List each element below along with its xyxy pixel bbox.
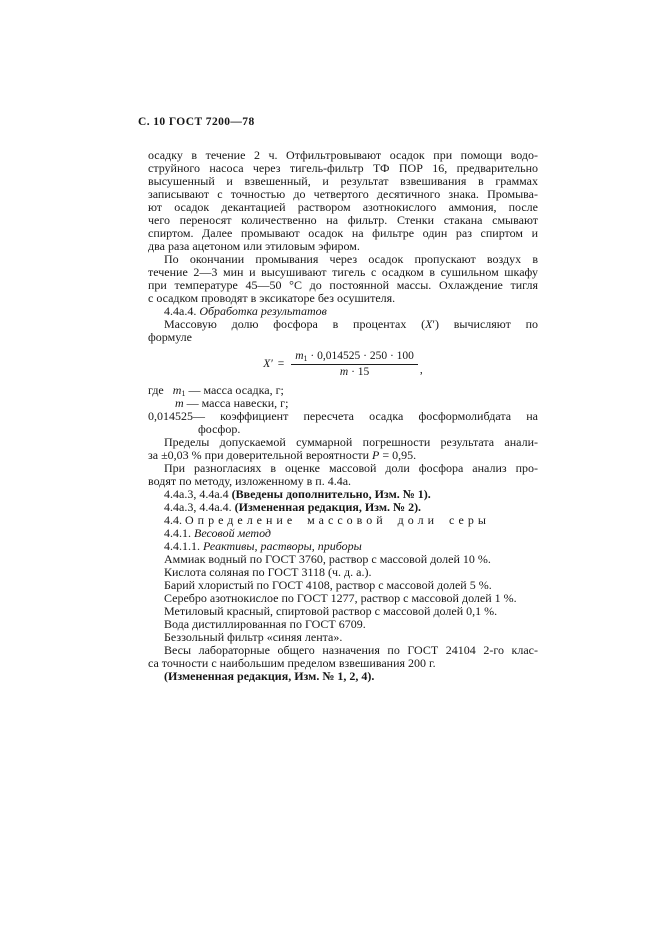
paragraph-formula-intro [148, 318, 538, 344]
numerator-variable: m [295, 350, 304, 362]
text-segment: 4.4.1.1. [164, 540, 203, 553]
text-segment: течение 2—3 мин и высушивают тигель с осадком в сушильном шкафу [148, 266, 538, 279]
text-line [148, 631, 538, 644]
text-segment: 4.4. [164, 514, 185, 527]
text-line [148, 214, 538, 227]
text-segment: 1 [181, 389, 186, 397]
text-line [148, 605, 538, 618]
text-segment: Вода дистиллированная по ГОСТ 6709. [164, 618, 366, 631]
text-segment: Аммиак водный по ГОСТ 3760, раствор с массовой долей 10 %. [164, 553, 491, 566]
text-line [148, 253, 538, 266]
text-segment: Кислота соляная по ГОСТ 3118 (ч. д. а.). [164, 566, 372, 579]
text-line [148, 305, 538, 318]
text-segment: — масса навески, г; [183, 397, 289, 410]
text-segment: при температуре 45—50 °С до постоянной массы. Охлаждение тигля [148, 279, 538, 292]
text-segment: высушенный и взвешенный, и результат взвешивания в граммах [148, 175, 538, 188]
paragraph-disagreement [148, 462, 538, 488]
text-line [148, 579, 538, 592]
text-line [148, 501, 538, 514]
text-line [148, 318, 538, 331]
paragraph-error-limits [148, 436, 538, 462]
heading-4-4-1-1 [148, 540, 538, 553]
text-segment: струйного насоса через тигель-фильтр ТФ ПОР 16, предварительно [148, 162, 538, 175]
text-line [148, 227, 538, 240]
text-line [148, 423, 538, 436]
text-segment: Беззольный фильтр «синяя лента». [164, 631, 343, 644]
text-segment: с осадком проводят в эксикаторе без осушителя. [148, 292, 396, 305]
paragraph-drying [148, 253, 538, 305]
text-line [148, 449, 538, 462]
text-segment: ют осадок декантацией раствором азотнокислого аммония, после [148, 201, 538, 214]
text-line [148, 384, 538, 397]
text-line [148, 540, 538, 553]
document-content [148, 149, 538, 683]
numerator-subscript: 1 [303, 354, 308, 363]
text-line [148, 201, 538, 214]
text-segment: = 0,95. [379, 449, 417, 462]
heading-4-4-1 [148, 527, 538, 540]
text-segment: 4.4а.3, 4.4а.4. [164, 501, 235, 514]
text-segment: спиртом. Далее промывают осадок на фильтре один раз спиртом и [148, 227, 538, 240]
text-segment: (Введены дополнительно, Изм. № 1). [231, 488, 431, 501]
text-segment: — масса осадка, г; [185, 384, 284, 397]
text-segment: Обработка результатов [199, 305, 327, 318]
text-segment: Реактивы, растворы, приборы [203, 540, 362, 553]
amendment-notes [148, 488, 538, 514]
text-line [148, 618, 538, 631]
paragraph-filtering [148, 149, 538, 253]
text-segment: Серебро азотнокислое по ГОСТ 1277, раствор с массовой долей 1 %. [164, 592, 517, 605]
text-line [148, 514, 538, 527]
text-line [148, 397, 538, 410]
text-segment: X [425, 318, 433, 331]
fraction-numerator [291, 350, 418, 364]
text-line [148, 657, 538, 670]
text-segment: 4.4а.4. [164, 305, 200, 318]
text-segment: чего переносят количественно на фильтр. Стенки стакана смывают [148, 214, 538, 227]
text-line [148, 670, 538, 683]
text-segment: ′) вычисляют по [432, 318, 538, 331]
numerator-constants: · 0,014525 · 250 · 100 [307, 350, 414, 362]
text-segment [148, 397, 175, 410]
reagents-list [148, 553, 538, 644]
definitions-terms [148, 384, 538, 410]
text-segment: Весы лабораторные общего назначения по ГОСТ 24104 2-го клас- [164, 644, 538, 657]
text-segment: водят по методу, изложенному в п. 4.4а. [148, 475, 352, 488]
paragraph-scales [148, 644, 538, 670]
text-segment: 4.4а.3, 4.4а.4 [164, 488, 232, 501]
heading-4-4a-4 [148, 305, 538, 318]
text-segment: Определение массовой доли серы [185, 514, 490, 527]
fraction [291, 350, 418, 378]
text-line [148, 188, 538, 201]
text-segment: два раза ацетоном или этиловым эфиром. [148, 240, 360, 253]
text-segment: фосфор. [198, 423, 241, 436]
text-segment: формуле [148, 331, 192, 344]
text-line [148, 331, 538, 344]
text-segment: 0,014525— коэффициент пересчета осадка фосформолибдата на [148, 410, 538, 423]
text-line [148, 644, 538, 657]
text-line [148, 592, 538, 605]
text-line [148, 149, 538, 162]
denominator-variable: m [339, 366, 349, 378]
text-segment: 4.4.1. [164, 527, 194, 540]
text-segment: Массовую долю фосфора в процентах ( [164, 318, 426, 331]
text-line [148, 475, 538, 488]
text-line [148, 566, 538, 579]
text-line [148, 292, 538, 305]
heading-4-4-sulfur [148, 514, 538, 527]
fraction-denominator [291, 364, 418, 378]
formula-comma: , [419, 364, 423, 376]
text-segment: Барий хлористый по ГОСТ 4108, раствор с массовой долей 5 %. [164, 579, 492, 592]
text-segment: Весовой метод [194, 527, 271, 540]
text-line [148, 488, 538, 501]
text-segment: При разногласиях в оценке массовой доли фосфора анализ про- [164, 462, 538, 475]
text-segment: m [175, 397, 184, 410]
text-segment: са точности с наибольшим пределом взвешивания 200 г. [148, 657, 436, 670]
text-line [148, 240, 538, 253]
definition-coefficient-wrap [148, 423, 538, 436]
definition-coefficient [148, 410, 538, 423]
text-segment: (Измененная редакция, Изм. № 1, 2, 4). [164, 670, 375, 683]
text-segment: Метиловый красный, спиртовой раствор с массовой долей 0,1 %. [164, 605, 498, 618]
amendment-note-final [148, 670, 538, 683]
text-segment: По окончании промывания через осадок пропускают воздух в [164, 253, 538, 266]
page-header: С. 10 ГОСТ 7200—78 [138, 116, 255, 128]
text-line [148, 527, 538, 540]
text-segment: осадку в течение 2 ч. Отфильтровывают осадок при помощи водо- [148, 149, 538, 162]
text-segment: за ±0,03 % при доверительной вероятности [148, 449, 372, 462]
text-segment: записывают с точностью до четвертого десятичного знака. Промыва- [148, 188, 538, 201]
formula-equals: = [277, 358, 285, 370]
text-line [148, 436, 538, 449]
denominator-constants: · 15 [348, 366, 370, 378]
text-segment: P [372, 449, 380, 462]
text-line [148, 175, 538, 188]
text-line [148, 162, 538, 175]
text-segment: m [172, 384, 182, 397]
text-line [148, 553, 538, 566]
text-line [148, 462, 538, 475]
text-segment: (Измененная редакция, Изм. № 2). [234, 501, 422, 514]
formula [148, 344, 538, 384]
text-line [148, 279, 538, 292]
text-segment: где [148, 384, 173, 397]
text-line [148, 266, 538, 279]
formula-lhs: X′ [263, 358, 273, 370]
text-line [148, 410, 538, 423]
text-segment: Пределы допускаемой суммарной погрешности результата анали- [164, 436, 538, 449]
